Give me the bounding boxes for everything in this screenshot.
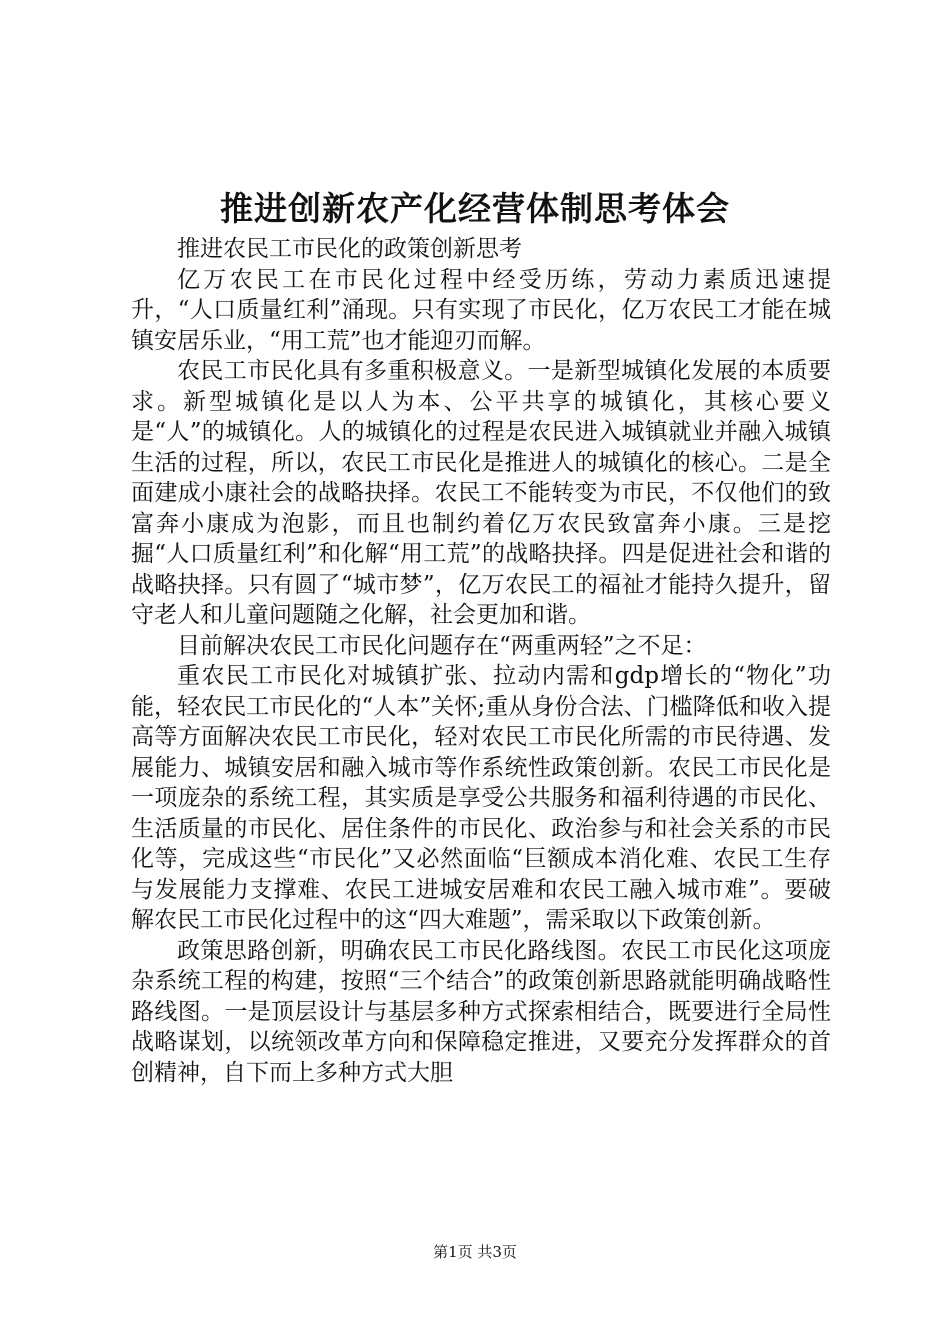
paragraph: 重农民工市民化对城镇扩张、拉动内需和gdp增长的“物化”功能，轻农民工市民化的“人本”关怀;重从身份合法、门槛降低和收入提高等方面解决农民工市民化，轻对农民工市民化所需的市民待遇、发展能力、城镇安居和融入城市等作系统性政策创新。农民工市民化是一项庞杂的系统工程，其实质是享受公共服务和福利待遇的市民化、生活质量的市民化、居住条件的市民化、政治参与和社会关系的市民化等，完成这些“市民化”又必然面临“巨额成本消化难、农民工生存与发展能力支撑难、农民工进城安居难和农民工融入城市难”。要破解农民工市民化过程中的这“四大难题”，需采取以下政策创新。 (131, 663, 831, 933)
paragraph: 亿万农民工在市民化过程中经受历练，劳动力素质迅速提升，“人口质量红利”涌现。只有实现了市民化，亿万农民工才能在城镇安居乐业，“用工荒”也才能迎刃而解。 (131, 266, 831, 354)
paragraph: 农民工市民化具有多重积极意义。一是新型城镇化发展的本质要求。新型城镇化是以人为本、公平共享的城镇化，其核心要义是“人”的城镇化。人的城镇化的过程是农民进入城镇就业并融入城镇生活的过程，所以，农民工市民化是推进人的城镇化的核心。二是全面建成小康社会的战略抉择。农民工不能转变为市民，不仅他们的致富奔小康成为泡影，而且也制约着亿万农民致富奔小康。三是挖掘“人口质量红利”和化解“用工荒”的战略抉择。四是促进社会和谐的战略抉择。只有圆了“城市梦”，亿万农民工的福祉才能持久提升，留守老人和儿童问题随之化解，社会更加和谐。 (131, 358, 831, 628)
page-footer: 第1页 共3页 (433, 1243, 517, 1261)
document-body (131, 234, 831, 1088)
paragraph: 目前解决农民工市民化问题存在“两重两轻”之不足： (177, 632, 707, 659)
paragraph: 政策思路创新，明确农民工市民化路线图。农民工市民化这项庞杂系统工程的构建，按照“三个结合”的政策创新思路就能明确战略性路线图。一是顶层设计与基层多种方式探索相结合，既要进行全局性战略谋划，以统领改革方向和保障稳定推进，又要充分发挥群众的首创精神，自下而上多种方式大胆 (131, 937, 831, 1086)
paragraph-subtitle: 推进农民工市民化的政策创新思考 (177, 236, 522, 262)
document-title: 推进创新农产化经营体制思考体会 (220, 189, 730, 228)
